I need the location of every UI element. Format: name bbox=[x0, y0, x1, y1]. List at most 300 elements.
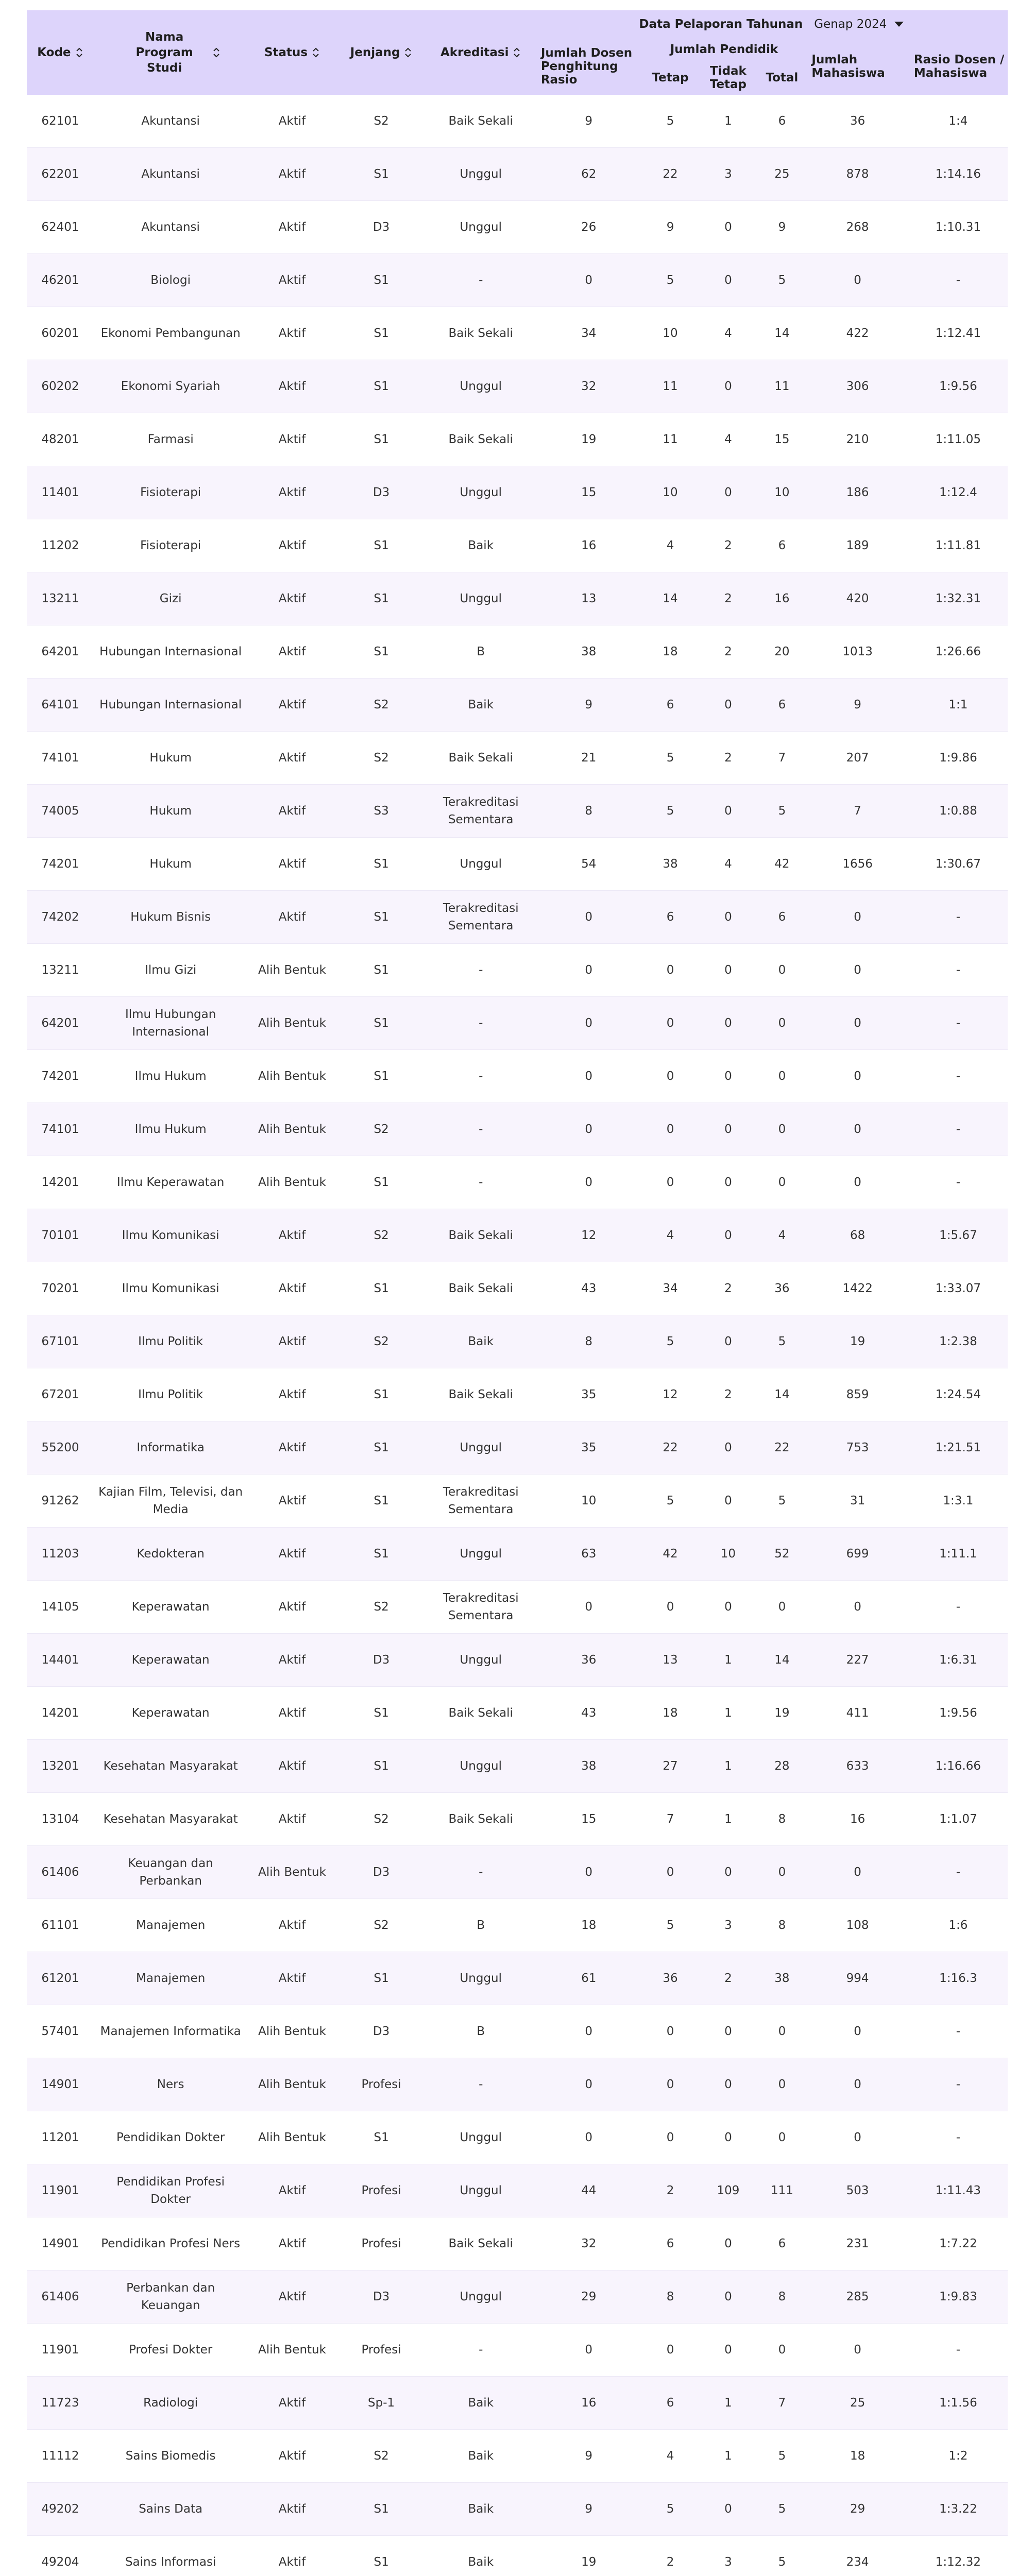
rasio-cell: - bbox=[909, 1581, 1008, 1634]
status-cell: Aktif bbox=[247, 1634, 336, 1687]
table-row bbox=[27, 2005, 1008, 2058]
tidak-tetap-cell: 3 bbox=[699, 1899, 757, 1952]
status-cell: Aktif bbox=[247, 2430, 336, 2483]
akreditasi-cell: Baik bbox=[426, 2430, 536, 2483]
tidak-tetap-cell: 0 bbox=[699, 254, 757, 307]
status-cell: Aktif bbox=[247, 1421, 336, 1475]
kode-cell: 55200 bbox=[27, 1421, 94, 1475]
tetap-cell: 0 bbox=[642, 1103, 699, 1156]
nama-cell: Perbankan dan Keuangan bbox=[94, 2270, 248, 2324]
table-row bbox=[27, 838, 1008, 891]
jenjang-cell: S1 bbox=[337, 838, 426, 891]
table-row bbox=[27, 2536, 1008, 2576]
nama-cell: Akuntansi bbox=[94, 148, 248, 201]
rasio-cell: - bbox=[909, 2324, 1008, 2377]
total-cell: 0 bbox=[757, 2005, 806, 2058]
status-header-label: Status bbox=[264, 46, 308, 59]
column-header-jumlah-mahasiswa bbox=[806, 38, 908, 95]
table-row bbox=[27, 1740, 1008, 1793]
nama-cell: Pendidikan Dokter bbox=[94, 2111, 248, 2164]
tidak-tetap-cell: 4 bbox=[699, 413, 757, 466]
table-row bbox=[27, 625, 1008, 679]
mahasiswa-cell: 234 bbox=[806, 2536, 908, 2576]
table-row bbox=[27, 2111, 1008, 2164]
kode-cell: 64201 bbox=[27, 997, 94, 1050]
total-cell: 22 bbox=[757, 1421, 806, 1475]
rasio-cell: - bbox=[909, 2058, 1008, 2111]
rasio-cell: 1:9.56 bbox=[909, 1687, 1008, 1740]
table-row bbox=[27, 1368, 1008, 1421]
jenjang-cell: S2 bbox=[337, 679, 426, 732]
dosen-rasio-cell: 38 bbox=[536, 625, 642, 679]
tidak-tetap-cell: 3 bbox=[699, 2536, 757, 2576]
tetap-cell: 0 bbox=[642, 2324, 699, 2377]
tetap-cell: 18 bbox=[642, 1687, 699, 1740]
total-cell: 8 bbox=[757, 1899, 806, 1952]
akreditasi-cell: Baik bbox=[426, 2377, 536, 2430]
tetap-cell: 14 bbox=[642, 572, 699, 625]
status-cell: Aktif bbox=[247, 2164, 336, 2217]
status-cell: Alih Bentuk bbox=[247, 2058, 336, 2111]
nama-header-label: Nama Program Studi bbox=[135, 30, 193, 75]
table-row bbox=[27, 1421, 1008, 1475]
total-cell: 0 bbox=[757, 1581, 806, 1634]
tidak-tetap-cell: 0 bbox=[699, 2058, 757, 2111]
tetap-cell: 22 bbox=[642, 148, 699, 201]
column-header-nama-program-studi[interactable] bbox=[94, 10, 248, 95]
column-header-dosen-rasio bbox=[536, 38, 642, 95]
mahasiswa-cell: 207 bbox=[806, 732, 908, 785]
dosen-rasio-cell: 9 bbox=[536, 2483, 642, 2536]
tetap-cell: 12 bbox=[642, 1368, 699, 1421]
total-cell: 6 bbox=[757, 891, 806, 944]
kode-cell: 14201 bbox=[27, 1156, 94, 1209]
column-header-akreditasi[interactable] bbox=[426, 10, 536, 95]
status-cell: Alih Bentuk bbox=[247, 1103, 336, 1156]
table-row bbox=[27, 466, 1008, 519]
total-cell: 20 bbox=[757, 625, 806, 679]
sort-icon[interactable] bbox=[212, 47, 220, 58]
sort-icon[interactable] bbox=[513, 47, 521, 58]
dosen-rasio-cell: 32 bbox=[536, 360, 642, 413]
akreditasi-cell: Unggul bbox=[426, 1528, 536, 1581]
jenjang-cell: S2 bbox=[337, 2430, 426, 2483]
dosen-rasio-cell: 38 bbox=[536, 1740, 642, 1793]
tidak-tetap-cell: 0 bbox=[699, 1103, 757, 1156]
jenjang-cell: S1 bbox=[337, 2111, 426, 2164]
kode-cell: 11901 bbox=[27, 2164, 94, 2217]
kode-cell: 74201 bbox=[27, 1050, 94, 1103]
mahasiswa-cell: 0 bbox=[806, 1103, 908, 1156]
tidak-tetap-cell: 1 bbox=[699, 1634, 757, 1687]
rasio-cell: 1:12.41 bbox=[909, 307, 1008, 360]
rasio-cell: 1:1 bbox=[909, 679, 1008, 732]
kode-cell: 48201 bbox=[27, 413, 94, 466]
tetap-cell: 11 bbox=[642, 360, 699, 413]
status-cell: Aktif bbox=[247, 413, 336, 466]
rasio-cell: 1:9.83 bbox=[909, 2270, 1008, 2324]
mahasiswa-cell: 0 bbox=[806, 1581, 908, 1634]
tetap-cell: 10 bbox=[642, 307, 699, 360]
table-row bbox=[27, 1952, 1008, 2005]
nama-cell: Pendidikan Profesi Dokter bbox=[94, 2164, 248, 2217]
jenjang-cell: Profesi bbox=[337, 2217, 426, 2270]
table-row bbox=[27, 1209, 1008, 1262]
table-row bbox=[27, 2270, 1008, 2324]
total-cell: 10 bbox=[757, 466, 806, 519]
table-header bbox=[27, 10, 1008, 95]
kode-cell: 62201 bbox=[27, 148, 94, 201]
mahasiswa-cell: 0 bbox=[806, 2324, 908, 2377]
jenjang-cell: S1 bbox=[337, 891, 426, 944]
dosen-rasio-cell: 0 bbox=[536, 1156, 642, 1209]
total-cell: 6 bbox=[757, 679, 806, 732]
tidak-tetap-cell: 0 bbox=[699, 997, 757, 1050]
nama-cell: Sains Informasi bbox=[94, 2536, 248, 2576]
dosen-rasio-cell: 13 bbox=[536, 572, 642, 625]
tidak-tetap-cell: 0 bbox=[699, 2111, 757, 2164]
kode-cell: 67201 bbox=[27, 1368, 94, 1421]
status-cell: Aktif bbox=[247, 307, 336, 360]
mahasiswa-cell: 503 bbox=[806, 2164, 908, 2217]
status-cell: Aktif bbox=[247, 1952, 336, 2005]
dosen-rasio-cell: 0 bbox=[536, 2058, 642, 2111]
mahasiswa-cell: 699 bbox=[806, 1528, 908, 1581]
dosen-rasio-cell: 0 bbox=[536, 1846, 642, 1899]
rasio-cell: 1:7.22 bbox=[909, 2217, 1008, 2270]
rasio-cell: 1:10.31 bbox=[909, 201, 1008, 254]
tidak-tetap-cell: 2 bbox=[699, 1262, 757, 1315]
rasio-cell: 1:0.88 bbox=[909, 785, 1008, 838]
tidak-tetap-cell: 1 bbox=[699, 1687, 757, 1740]
periode-dropdown[interactable] bbox=[814, 18, 904, 31]
nama-cell: Keperawatan bbox=[94, 1687, 248, 1740]
status-cell: Aktif bbox=[247, 148, 336, 201]
mahasiswa-label: Jumlah Mahasiswa bbox=[811, 53, 885, 80]
total-cell: 0 bbox=[757, 997, 806, 1050]
dosen-rasio-cell: 0 bbox=[536, 2111, 642, 2164]
akreditasi-cell: Unggul bbox=[426, 1421, 536, 1475]
rasio-cell: 1:21.51 bbox=[909, 1421, 1008, 1475]
status-cell: Alih Bentuk bbox=[247, 1156, 336, 1209]
status-cell: Aktif bbox=[247, 1262, 336, 1315]
sort-icon[interactable] bbox=[75, 47, 83, 58]
status-cell: Aktif bbox=[247, 891, 336, 944]
nama-cell: Akuntansi bbox=[94, 95, 248, 148]
status-cell: Aktif bbox=[247, 572, 336, 625]
kode-cell: 14901 bbox=[27, 2058, 94, 2111]
tidak-tetap-cell: 0 bbox=[699, 2005, 757, 2058]
total-cell: 0 bbox=[757, 2324, 806, 2377]
dosen-rasio-cell: 0 bbox=[536, 1581, 642, 1634]
jenjang-cell: S1 bbox=[337, 572, 426, 625]
total-cell: 14 bbox=[757, 307, 806, 360]
mahasiswa-cell: 1422 bbox=[806, 1262, 908, 1315]
akreditasi-header-label: Akreditasi bbox=[440, 46, 509, 59]
status-cell: Aktif bbox=[247, 838, 336, 891]
akreditasi-cell: Baik Sekali bbox=[426, 1209, 536, 1262]
nama-cell: Kedokteran bbox=[94, 1528, 248, 1581]
dosen-rasio-cell: 21 bbox=[536, 732, 642, 785]
nama-cell: Farmasi bbox=[94, 413, 248, 466]
akreditasi-cell: - bbox=[426, 1156, 536, 1209]
table-row bbox=[27, 201, 1008, 254]
tidak-tetap-cell: 0 bbox=[699, 891, 757, 944]
kode-cell: 61406 bbox=[27, 2270, 94, 2324]
rasio-cell: 1:16.3 bbox=[909, 1952, 1008, 2005]
jenjang-cell: S1 bbox=[337, 2536, 426, 2576]
nama-cell: Fisioterapi bbox=[94, 466, 248, 519]
tetap-cell: 6 bbox=[642, 2377, 699, 2430]
column-header-tidak-tetap bbox=[699, 61, 757, 95]
nama-cell: Ilmu Komunikasi bbox=[94, 1262, 248, 1315]
mahasiswa-cell: 0 bbox=[806, 997, 908, 1050]
column-header-jenjang[interactable] bbox=[337, 10, 426, 95]
kode-cell: 11401 bbox=[27, 466, 94, 519]
jenjang-cell: D3 bbox=[337, 466, 426, 519]
mahasiswa-cell: 268 bbox=[806, 201, 908, 254]
nama-cell: Ilmu Politik bbox=[94, 1368, 248, 1421]
kode-cell: 74101 bbox=[27, 1103, 94, 1156]
sort-icon[interactable] bbox=[312, 47, 320, 58]
dosen-rasio-cell: 0 bbox=[536, 891, 642, 944]
kode-cell: 13211 bbox=[27, 944, 94, 997]
total-cell: 16 bbox=[757, 572, 806, 625]
rasio-cell: 1:33.07 bbox=[909, 1262, 1008, 1315]
rasio-cell: 1:30.67 bbox=[909, 838, 1008, 891]
tetap-cell: 0 bbox=[642, 2111, 699, 2164]
total-cell: 5 bbox=[757, 254, 806, 307]
status-cell: Aktif bbox=[247, 1793, 336, 1846]
dosen-rasio-label: Jumlah Dosen Penghitung Rasio bbox=[540, 46, 633, 87]
status-cell: Aktif bbox=[247, 201, 336, 254]
periode-value: Genap 2024 bbox=[814, 18, 887, 31]
tetap-cell: 6 bbox=[642, 679, 699, 732]
kode-cell: 11723 bbox=[27, 2377, 94, 2430]
jenjang-cell: S3 bbox=[337, 785, 426, 838]
akreditasi-cell: - bbox=[426, 1050, 536, 1103]
table-row bbox=[27, 2324, 1008, 2377]
jenjang-cell: S1 bbox=[337, 1475, 426, 1528]
rasio-cell: 1:11.81 bbox=[909, 519, 1008, 572]
rasio-cell: - bbox=[909, 2005, 1008, 2058]
jenjang-cell: S1 bbox=[337, 997, 426, 1050]
akreditasi-cell: Terakreditasi Sementara bbox=[426, 891, 536, 944]
nama-cell: Ilmu Hukum bbox=[94, 1103, 248, 1156]
tidak-tetap-cell: 4 bbox=[699, 307, 757, 360]
nama-cell: Hukum bbox=[94, 732, 248, 785]
status-cell: Aktif bbox=[247, 1209, 336, 1262]
total-cell: 9 bbox=[757, 201, 806, 254]
dosen-rasio-cell: 19 bbox=[536, 413, 642, 466]
tetap-cell: 5 bbox=[642, 1315, 699, 1368]
column-header-rasio bbox=[909, 38, 1008, 95]
rasio-cell: - bbox=[909, 1156, 1008, 1209]
tetap-cell: 6 bbox=[642, 2217, 699, 2270]
tetap-cell: 4 bbox=[642, 2430, 699, 2483]
rasio-cell: - bbox=[909, 944, 1008, 997]
tetap-cell: 5 bbox=[642, 95, 699, 148]
table-row bbox=[27, 1687, 1008, 1740]
jenjang-cell: S1 bbox=[337, 254, 426, 307]
total-cell: 19 bbox=[757, 1687, 806, 1740]
dosen-rasio-cell: 26 bbox=[536, 201, 642, 254]
rasio-cell: 1:3.1 bbox=[909, 1475, 1008, 1528]
jenjang-cell: S1 bbox=[337, 307, 426, 360]
rasio-cell: - bbox=[909, 1103, 1008, 1156]
tidak-tetap-cell: 0 bbox=[699, 1209, 757, 1262]
jenjang-cell: S1 bbox=[337, 413, 426, 466]
total-cell: 8 bbox=[757, 1793, 806, 1846]
kode-cell: 67101 bbox=[27, 1315, 94, 1368]
caret-down-icon bbox=[894, 21, 904, 28]
tidak-tetap-cell: 0 bbox=[699, 1475, 757, 1528]
rasio-cell: - bbox=[909, 254, 1008, 307]
total-cell: 5 bbox=[757, 785, 806, 838]
akreditasi-cell: Baik bbox=[426, 2483, 536, 2536]
dosen-rasio-cell: 16 bbox=[536, 2377, 642, 2430]
kode-cell: 64201 bbox=[27, 625, 94, 679]
akreditasi-cell: - bbox=[426, 997, 536, 1050]
mahasiswa-cell: 25 bbox=[806, 2377, 908, 2430]
status-cell: Alih Bentuk bbox=[247, 1846, 336, 1899]
dosen-rasio-cell: 16 bbox=[536, 519, 642, 572]
sort-icon[interactable] bbox=[404, 47, 412, 58]
tetap-cell: 18 bbox=[642, 625, 699, 679]
dosen-rasio-cell: 44 bbox=[536, 2164, 642, 2217]
rasio-cell: 1:9.56 bbox=[909, 360, 1008, 413]
table-row bbox=[27, 2430, 1008, 2483]
jenjang-cell: D3 bbox=[337, 2270, 426, 2324]
mahasiswa-cell: 753 bbox=[806, 1421, 908, 1475]
jenjang-cell: S2 bbox=[337, 95, 426, 148]
rasio-cell: 1:2 bbox=[909, 2430, 1008, 2483]
kode-cell: 11201 bbox=[27, 2111, 94, 2164]
mahasiswa-cell: 411 bbox=[806, 1687, 908, 1740]
kode-cell: 11203 bbox=[27, 1528, 94, 1581]
rasio-cell: 1:5.67 bbox=[909, 1209, 1008, 1262]
mahasiswa-cell: 0 bbox=[806, 1050, 908, 1103]
tidak-tetap-cell: 0 bbox=[699, 2324, 757, 2377]
akreditasi-cell: B bbox=[426, 1899, 536, 1952]
tetap-cell: 5 bbox=[642, 1899, 699, 1952]
mahasiswa-cell: 0 bbox=[806, 891, 908, 944]
table-row bbox=[27, 1262, 1008, 1315]
kode-cell: 74201 bbox=[27, 838, 94, 891]
table-row bbox=[27, 2377, 1008, 2430]
mahasiswa-cell: 36 bbox=[806, 95, 908, 148]
mahasiswa-cell: 189 bbox=[806, 519, 908, 572]
total-cell: 5 bbox=[757, 1315, 806, 1368]
tetap-cell: 6 bbox=[642, 891, 699, 944]
dosen-rasio-cell: 0 bbox=[536, 1103, 642, 1156]
kode-cell: 49204 bbox=[27, 2536, 94, 2576]
tidak-tetap-cell: 2 bbox=[699, 732, 757, 785]
tetap-cell: 5 bbox=[642, 732, 699, 785]
mahasiswa-cell: 306 bbox=[806, 360, 908, 413]
table-row bbox=[27, 1846, 1008, 1899]
table-row bbox=[27, 1050, 1008, 1103]
dosen-rasio-cell: 0 bbox=[536, 944, 642, 997]
nama-cell: Manajemen bbox=[94, 1899, 248, 1952]
nama-cell: Biologi bbox=[94, 254, 248, 307]
table-row bbox=[27, 572, 1008, 625]
dosen-rasio-cell: 43 bbox=[536, 1262, 642, 1315]
tidak-tetap-cell: 0 bbox=[699, 679, 757, 732]
rasio-cell: - bbox=[909, 1846, 1008, 1899]
status-cell: Alih Bentuk bbox=[247, 944, 336, 997]
table-row bbox=[27, 1315, 1008, 1368]
program-studi-table-container bbox=[27, 10, 1008, 2576]
total-cell: 7 bbox=[757, 732, 806, 785]
total-cell: 36 bbox=[757, 1262, 806, 1315]
total-cell: 0 bbox=[757, 944, 806, 997]
tetap-cell: 0 bbox=[642, 1581, 699, 1634]
jenjang-cell: S2 bbox=[337, 1209, 426, 1262]
status-cell: Aktif bbox=[247, 2217, 336, 2270]
tidak-tetap-cell: 2 bbox=[699, 1952, 757, 2005]
table-row bbox=[27, 997, 1008, 1050]
dosen-rasio-cell: 63 bbox=[536, 1528, 642, 1581]
table-row bbox=[27, 785, 1008, 838]
total-cell: 0 bbox=[757, 2111, 806, 2164]
tidak-tetap-cell: 0 bbox=[699, 785, 757, 838]
tetap-cell: 38 bbox=[642, 838, 699, 891]
status-cell: Aktif bbox=[247, 1475, 336, 1528]
total-cell: 111 bbox=[757, 2164, 806, 2217]
nama-cell: Ilmu Politik bbox=[94, 1315, 248, 1368]
jenjang-cell: D3 bbox=[337, 2005, 426, 2058]
tidak-tetap-cell: 1 bbox=[699, 1793, 757, 1846]
nama-cell: Ilmu Komunikasi bbox=[94, 1209, 248, 1262]
jenjang-cell: S2 bbox=[337, 1793, 426, 1846]
mahasiswa-cell: 285 bbox=[806, 2270, 908, 2324]
table-row bbox=[27, 2483, 1008, 2536]
kode-cell: 60201 bbox=[27, 307, 94, 360]
table-row bbox=[27, 1103, 1008, 1156]
total-cell: 5 bbox=[757, 2536, 806, 2576]
dosen-rasio-cell: 12 bbox=[536, 1209, 642, 1262]
table-row bbox=[27, 1634, 1008, 1687]
column-header-status[interactable] bbox=[247, 10, 336, 95]
akreditasi-cell: - bbox=[426, 2324, 536, 2377]
tetap-cell: 2 bbox=[642, 2536, 699, 2576]
rasio-cell: 1:6 bbox=[909, 1899, 1008, 1952]
kode-cell: 11901 bbox=[27, 2324, 94, 2377]
column-header-kode[interactable] bbox=[27, 10, 94, 95]
table-row bbox=[27, 679, 1008, 732]
total-cell: 5 bbox=[757, 1475, 806, 1528]
jenjang-cell: S2 bbox=[337, 732, 426, 785]
akreditasi-cell: Unggul bbox=[426, 572, 536, 625]
kode-cell: 49202 bbox=[27, 2483, 94, 2536]
nama-cell: Kajian Film, Televisi, dan Media bbox=[94, 1475, 248, 1528]
status-cell: Aktif bbox=[247, 2377, 336, 2430]
dosen-rasio-cell: 29 bbox=[536, 2270, 642, 2324]
mahasiswa-cell: 0 bbox=[806, 254, 908, 307]
rasio-cell: 1:16.66 bbox=[909, 1740, 1008, 1793]
status-cell: Alih Bentuk bbox=[247, 2324, 336, 2377]
column-header-jumlah-pendidik bbox=[642, 38, 807, 61]
nama-cell: Kesehatan Masyarakat bbox=[94, 1740, 248, 1793]
rasio-cell: 1:2.38 bbox=[909, 1315, 1008, 1368]
mahasiswa-cell: 16 bbox=[806, 1793, 908, 1846]
tidak-tetap-cell: 2 bbox=[699, 1368, 757, 1421]
table-row bbox=[27, 891, 1008, 944]
total-cell: 0 bbox=[757, 1103, 806, 1156]
akreditasi-cell: Unggul bbox=[426, 2270, 536, 2324]
nama-cell: Gizi bbox=[94, 572, 248, 625]
